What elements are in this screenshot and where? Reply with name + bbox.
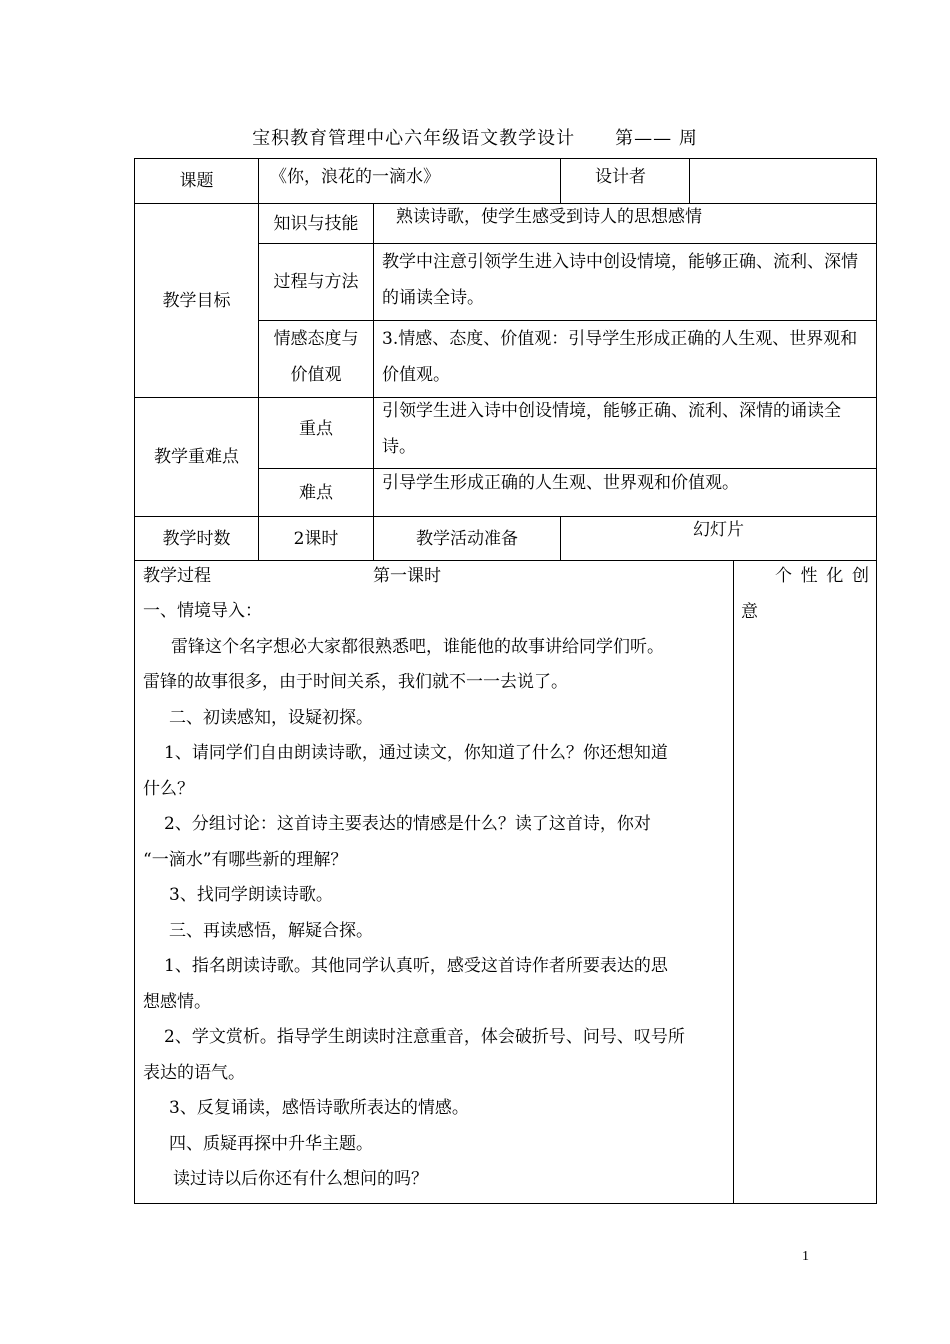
process-line: 1、请同学们自由朗读诗歌，通过读文，你知道了什么？你还想知道 xyxy=(164,743,668,763)
process-line: 三、再读感悟，解疑合探。 xyxy=(169,920,373,941)
prep-label: 教学活动准备 xyxy=(416,528,518,549)
designer-label: 设计者 xyxy=(595,167,646,187)
process-body xyxy=(143,594,728,1200)
title-text: 宝积教育管理中心六年级语文教学设计 xyxy=(252,128,576,149)
process-line: 一、情境导入： xyxy=(143,601,262,621)
page-number: 1 xyxy=(802,1249,809,1264)
process-line: 2、学文赏析。指导学生朗读时注意重音，体会破折号、问号、叹号所 xyxy=(164,1027,685,1047)
table-border xyxy=(733,560,734,1203)
designer-value xyxy=(690,159,876,203)
objectives-label: 教学目标 xyxy=(162,290,231,311)
process-line: 二、初读感知，设疑初探。 xyxy=(169,707,373,728)
process-label: 教学过程 xyxy=(143,566,211,586)
difficult-text: 引导学生形成正确的人生观、世界观和价值观。 xyxy=(382,473,739,493)
process-line: 雷锋的故事很多，由于时间关系，我们就不一一去说了。 xyxy=(143,672,568,692)
lesson-label: 第一课时 xyxy=(373,566,441,586)
topic-label: 课题 xyxy=(179,171,214,191)
process-line: 3、找同学朗读诗歌。 xyxy=(169,885,333,905)
process-method-label: 过程与方法 xyxy=(273,272,359,292)
emotion-attitude-text: 3.情感、态度、价值观：引导学生形成正确的人生观、世界观和价值观。 xyxy=(382,329,858,385)
important-text: 引领学生进入诗中创设情境，能够正确、流利、深情的诵读全诗。 xyxy=(382,401,841,457)
knowledge-skill-label: 知识与技能 xyxy=(273,213,359,234)
process-method-text: 教学中注意引领学生进入诗中创设情境，能够正确、流利、深情的诵读全诗。 xyxy=(382,252,858,308)
hours-label: 教学时数 xyxy=(162,528,231,549)
table-border xyxy=(876,158,877,1204)
personalized-line1: 个性化创 xyxy=(775,566,869,586)
prep-value: 幻灯片 xyxy=(693,520,744,540)
process-line: “一滴水”有哪些新的理解？ xyxy=(143,849,348,870)
process-line: 读过诗以后你还有什么想问的吗？ xyxy=(173,1169,428,1189)
personalized-line2: 意 xyxy=(741,602,758,622)
difficult-label: 难点 xyxy=(299,482,333,503)
process-line: 3、反复诵读，感悟诗歌所表达的情感。 xyxy=(169,1098,469,1118)
topic-value: 《你，浪花的一滴水》 xyxy=(270,167,440,187)
table-border xyxy=(560,158,561,203)
process-line: 1、指名朗读诗歌。其他同学认真听，感受这首诗作者所要表达的思 xyxy=(164,956,668,976)
week-text: 第—— 周 xyxy=(615,128,698,149)
emotion-attitude-label xyxy=(259,321,373,397)
hours-value: 2课时 xyxy=(293,528,339,549)
table-border xyxy=(134,1203,877,1204)
table-border xyxy=(373,203,374,560)
process-line: 雷锋这个名字想必大家都很熟悉吧，谁能他的故事讲给同学们听。 xyxy=(171,636,664,657)
keypoints-label: 教学重难点 xyxy=(154,447,239,467)
process-line: 2、分组讨论：这首诗主要表达的情感是什么？读了这首诗，你对 xyxy=(164,814,651,834)
process-line: 什么？ xyxy=(143,778,194,799)
emotion-label-line1: 情感态度与 xyxy=(273,329,359,349)
emotion-label-line2: 价值观 xyxy=(290,365,342,385)
document-title xyxy=(0,124,950,150)
process-line: 想感情。 xyxy=(143,991,211,1012)
personalized-label xyxy=(741,558,869,638)
process-line: 表达的语气。 xyxy=(143,1062,245,1083)
process-line: 四、质疑再探中升华主题。 xyxy=(169,1133,373,1154)
important-label: 重点 xyxy=(299,419,333,439)
knowledge-skill-text: 熟读诗歌，使学生感受到诗人的思想感情 xyxy=(396,207,702,227)
